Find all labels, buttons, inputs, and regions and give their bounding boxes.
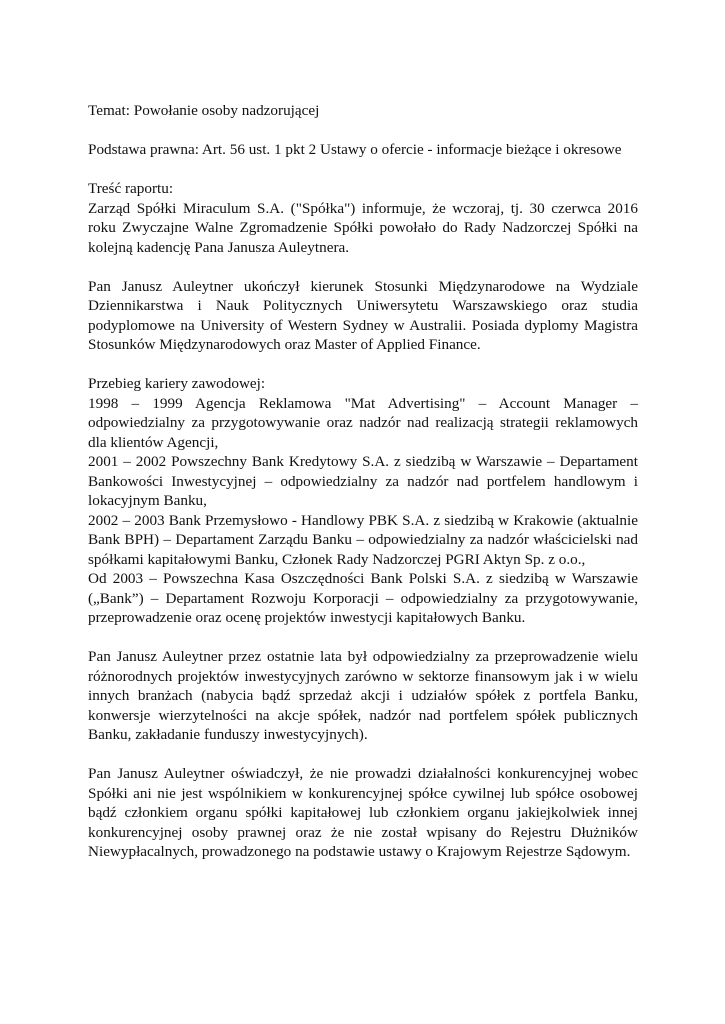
declaration-paragraph: Pan Janusz Auleytner oświadczył, że nie prowadzi działalności konkurencyjnej wobec Spółki ani nie jest wspólnikiem w konkurencyjnej spółce cywilnej lub spółce osobowej bądź członkiem organu spółki kapitałowej lub członkiem organu jakiejkolwiek innej konkurencyjnej osoby prawnej oraz że nie został wpisany do Rejestru Dłużników Niewypłacalnych, prowadzonego na podstawie ustawy o Krajowym Rejestrze Sądowym. — [88, 765, 638, 860]
career-heading: Przebieg kariery zawodowej: — [88, 375, 266, 392]
report-subject: Temat: Powołanie osoby nadzorującej — [88, 102, 320, 119]
career-history — [88, 374, 638, 628]
experience-paragraph: Pan Janusz Auleytner przez ostatnie lata był odpowiedzialny za przeprowadzenie wielu różnorodnych projektów inwestycyjnych zarówno w sektorze finansowym jak i w wielu innych branżach (nabycia bądź sprzedaż akcji i udziałów spółek z portfela Banku, konwersje wierzytelności na akcje spółek, nadzór nad portfelem spółek publicznych Banku, zakładanie funduszy inwestycyjnych). — [88, 648, 638, 743]
report-intro-text: Zarząd Spółki Miraculum S.A. ("Spółka") informuje, że wczoraj, tj. 30 czerwca 2016 roku Zwyczajne Walne Zgromadzenie Spółki powołało do Rady Nadzorczej Spółki na kolejną kadencję Pana Janusza Auleytnera. — [88, 199, 638, 256]
document-page — [88, 101, 638, 881]
career-entry: 1998 – 1999 Agencja Reklamowa "Mat Advertising" – Account Manager – odpowiedzialny za przygotowywanie oraz nadzór nad realizacją strategii reklamowych dla klientów Agencji, — [88, 394, 638, 451]
education-paragraph: Pan Janusz Auleytner ukończył kierunek Stosunki Międzynarodowe na Wydziale Dziennikarstwa i Nauk Politycznych Uniwersytetu Warszawskiego oraz studia podyplomowe na University of Western Sydney w Australii. Posiada dyplomy Magistra Stosunków Międzynarodowych oraz Master of Applied Finance. — [88, 277, 638, 353]
career-entry: Od 2003 – Powszechna Kasa Oszczędności Bank Polski S.A. z siedzibą w Warszawie („Bank”) – Departament Rozwoju Korporacji – odpowiedzialny za przygotowywanie, przeprowadzenie oraz ocenę projektów inwestycji kapitałowych Banku. — [88, 570, 638, 626]
legal-basis: Podstawa prawna: Art. 56 ust. 1 pkt 2 Ustawy o ofercie - informacje bieżące i okresowe — [88, 141, 622, 158]
career-entry: 2001 – 2002 Powszechny Bank Kredytowy S.A. z siedzibą w Warszawie – Departament Bankowości Inwestycyjnej – odpowiedzialny za nadzór nad portfelem handlowym i lokacyjnym Banku, — [88, 453, 638, 509]
career-entry: 2002 – 2003 Bank Przemysłowo - Handlowy PBK S.A. z siedzibą w Krakowie (aktualnie Bank BPH) – Departament Zarządu Banku – odpowiedzialny za nadzór właścicielski nad spółkami kapitałowymi Banku, Członek Rady Nadzorczej PGRI Aktyn Sp. z o.o., — [88, 511, 638, 568]
report-content-heading: Treść raportu: — [88, 180, 174, 197]
report-content — [88, 179, 638, 257]
